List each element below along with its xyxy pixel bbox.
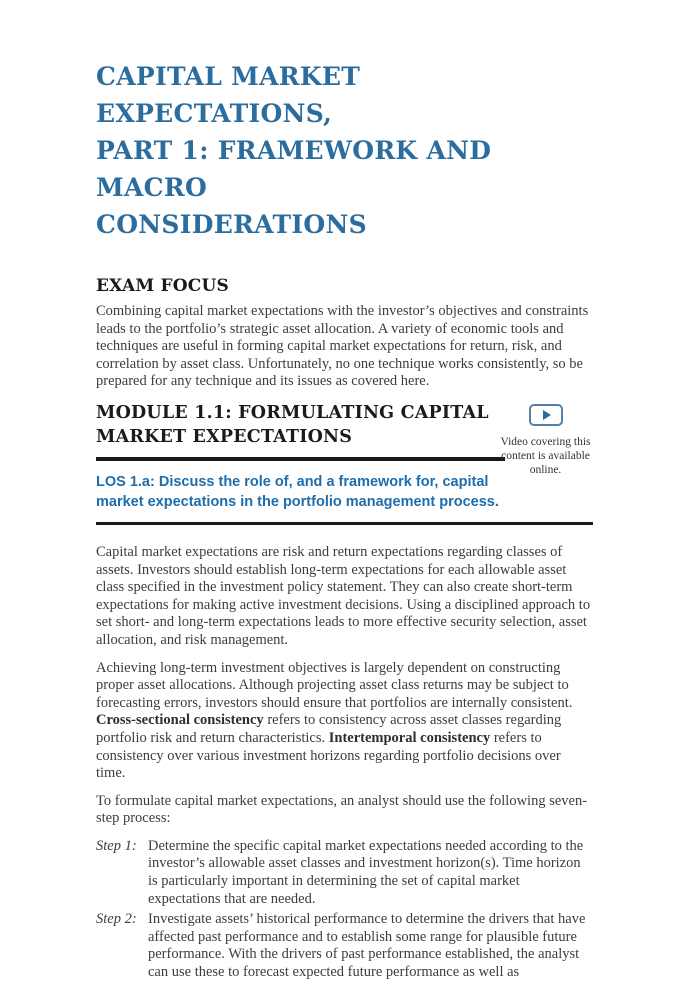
- step-item: [96, 838, 593, 908]
- reading-title-line: CONSIDERATIONS: [96, 210, 367, 239]
- reading-title-line: PART 1: FRAMEWORK AND MACRO: [96, 136, 492, 202]
- step-item: [96, 911, 593, 981]
- body-paragraph: [96, 660, 593, 783]
- reading-title: [96, 58, 593, 243]
- paragraph-text: Achieving long-term investment objectives is largely dependent on constructing proper asset allocations. Although projecting asset class returns may be subject to forecasting errors, investors should ensure that portfolios are internally consistent.: [96, 659, 573, 711]
- step-label: Step 2:: [96, 911, 137, 928]
- body-paragraph: To formulate capital market expectations, an analyst should use the following seven-step process:: [96, 792, 588, 827]
- paragraph-text: refers to consistency across asset classes regarding portfolio risk and return characteristics.: [96, 712, 562, 746]
- step-label: Step 1:: [96, 837, 137, 854]
- reading-title-line: CAPITAL MARKET EXPECTATIONS,: [96, 62, 361, 128]
- video-play-button[interactable]: [529, 404, 563, 426]
- divider: [96, 457, 505, 461]
- play-icon: [543, 410, 551, 420]
- exam-focus-heading: EXAM FOCUS: [96, 276, 229, 296]
- bold-term: Cross-sectional consistency: [96, 712, 264, 729]
- video-note: Video covering this content is available online.: [500, 435, 591, 476]
- body-text: [96, 544, 593, 982]
- module-section: [96, 401, 593, 525]
- paragraph-text: refers to consistency over various investment horizons regarding portfolio decisions over time.: [96, 729, 561, 782]
- body-paragraph: Capital market expectations are risk and return expectations regarding classes of assets. Investors should establish long-term expectations for each allowable asset class specified in the investment policy statement. They can also create short-term expectations for making active investment decisions. Using a disciplined approach to set short- and long-term expectations leads to more effective security selection, asset allocation, and risk management.: [96, 543, 591, 648]
- divider: [96, 522, 593, 525]
- bold-term: Intertemporal consistency: [328, 729, 491, 746]
- los-statement: LOS 1.a: Discuss the role of, and a framework for, capital market expectations in the portfolio management process.: [96, 473, 499, 510]
- video-callout: [498, 404, 593, 477]
- step-text: Determine the specific capital market expectations needed according to the investor’s allowable asset classes and investment horizon(s). Time horizon is particularly important in determining the set of capital market expectations that are needed.: [148, 837, 584, 907]
- module-heading: MODULE 1.1: FORMULATING CAPITAL MARKET EXPECTATIONS: [96, 402, 489, 447]
- step-text: Investigate assets’ historical performance to determine the drivers that have affected past performance and to establish some range for plausible future performance. With the drivers of past performance established, the analyst can use these to forecast expected future performance as well as: [148, 911, 586, 981]
- exam-focus-paragraph: Combining capital market expectations with the investor’s objectives and constraints leads to the portfolio’s strategic asset allocation. A variety of economic tools and techniques are useful in forming capital market expectations for return, risk, and correlation by asset class. Unfortunately, no one technique works consistently, so be prepared for any technique and its issues as covered here.: [96, 303, 589, 390]
